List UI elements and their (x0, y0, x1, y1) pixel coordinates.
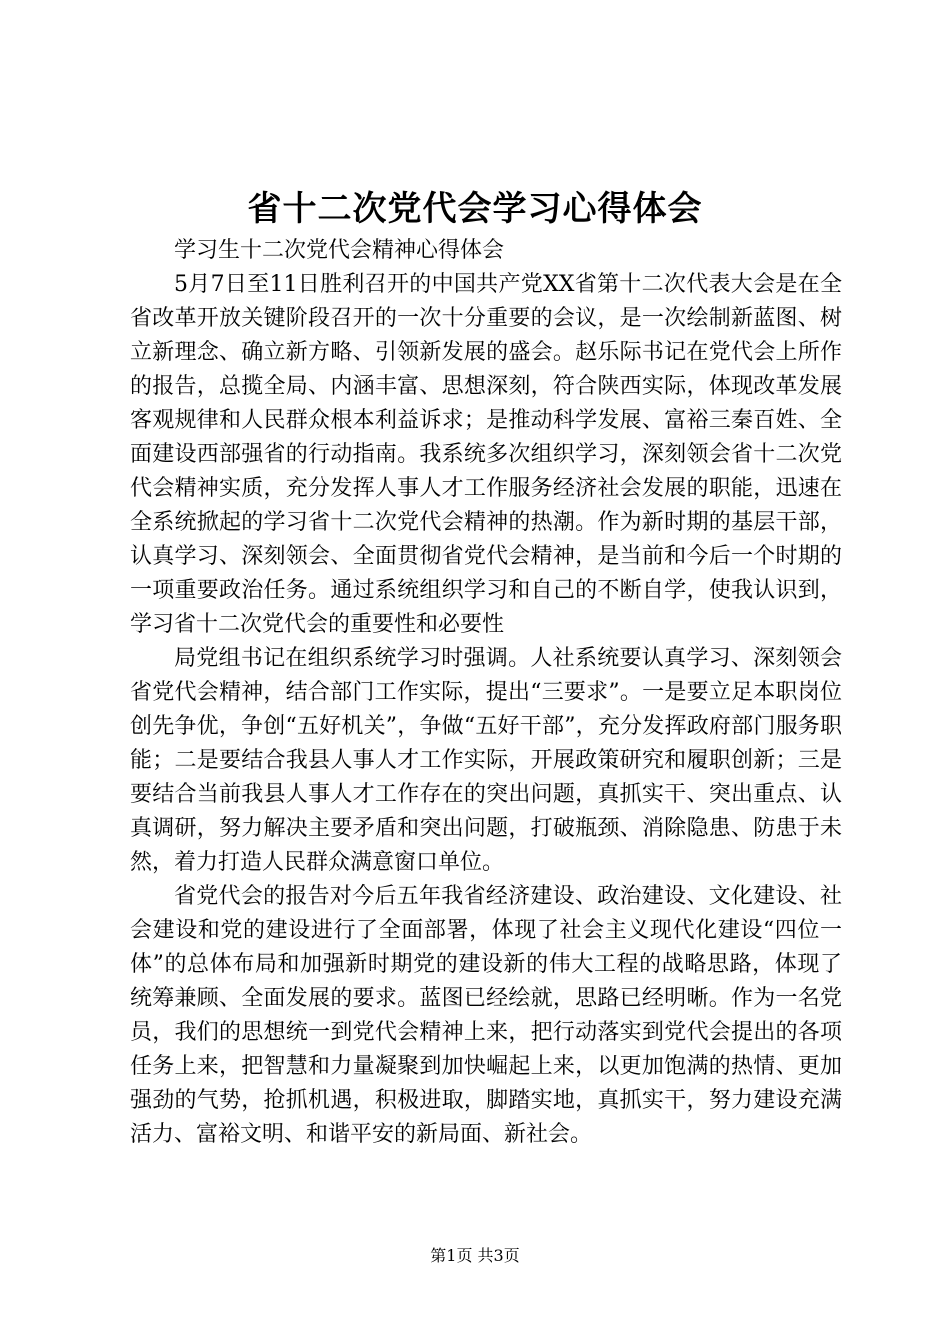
page-footer: 第1页 共3页 (430, 1246, 520, 1265)
paragraph-3: 省党代会的报告对今后五年我省经济建设、政治建设、文化建设、社会建设和党的建设进行了全面部署，体现了社会主义现代化建设“四位一体”的总体布局和加强新时期党的建设新的伟大工程的战略思路，体现了统筹兼顾、全面发展的要求。蓝图已经绘就，思路已经明晰。作为一名党员，我们的思想统一到党代会精神上来，把行动落实到党代会提出的各项任务上来，把智慧和力量凝聚到加快崛起上来，以更加饱满的热情、更加强劲的气势，抢抓机遇，积极进取，脚踏实地，真抓实干，努力建设充满活力、富裕文明、和谐平安的新局面、新社会。 (130, 884, 842, 1147)
paragraph-1: 5月7日至11日胜利召开的中国共产党XX省第十二次代表大会是在全省改革开放关键阶段召开的一次十分重要的会议，是一次绘制新蓝图、树立新理念、确立新方略、引领新发展的盛会。赵乐际书记在党代会上所作的报告，总揽全局、内涵丰富、思想深刻，符合陕西实际，体现改革发展客观规律和人民群众根本利益诉求；是推动科学发展、富裕三秦百姓、全面建设西部强省的行动指南。我系统多次组织学习，深刻领会省十二次党代会精神实质，充分发挥人事人才工作服务经济社会发展的职能，迅速在全系统掀起的学习省十二次党代会精神的热潮。作为新时期的基层干部，认真学习、深刻领会、全面贯彻省党代会精神，是当前和今后一个时期的一项重要政治任务。通过系统组织学习和自己的不断自学，使我认识到，学习省十二次党代会的重要性和必要性 (130, 272, 842, 637)
paragraph-subtitle: 学习生十二次党代会精神心得体会 (174, 238, 505, 263)
paragraph-2: 局党组书记在组织系统学习时强调。人社系统要认真学习、深刻领会省党代会精神，结合部门工作实际，提出“三要求”。一是要立足本职岗位创先争优，争创“五好机关”，争做“五好干部”，充分发挥政府部门服务职能；二是要结合我县人事人才工作实际，开展政策研究和履职创新；三是要结合当前我县人事人才工作存在的突出问题，真抓实干、突出重点、认真调研，努力解决主要矛盾和突出问题，打破瓶颈、消除隐患、防患于未然，着力打造人民群众满意窗口单位。 (130, 646, 842, 875)
document-body (130, 234, 842, 1152)
document-title: 省十二次党代会学习心得体会 (247, 189, 703, 229)
